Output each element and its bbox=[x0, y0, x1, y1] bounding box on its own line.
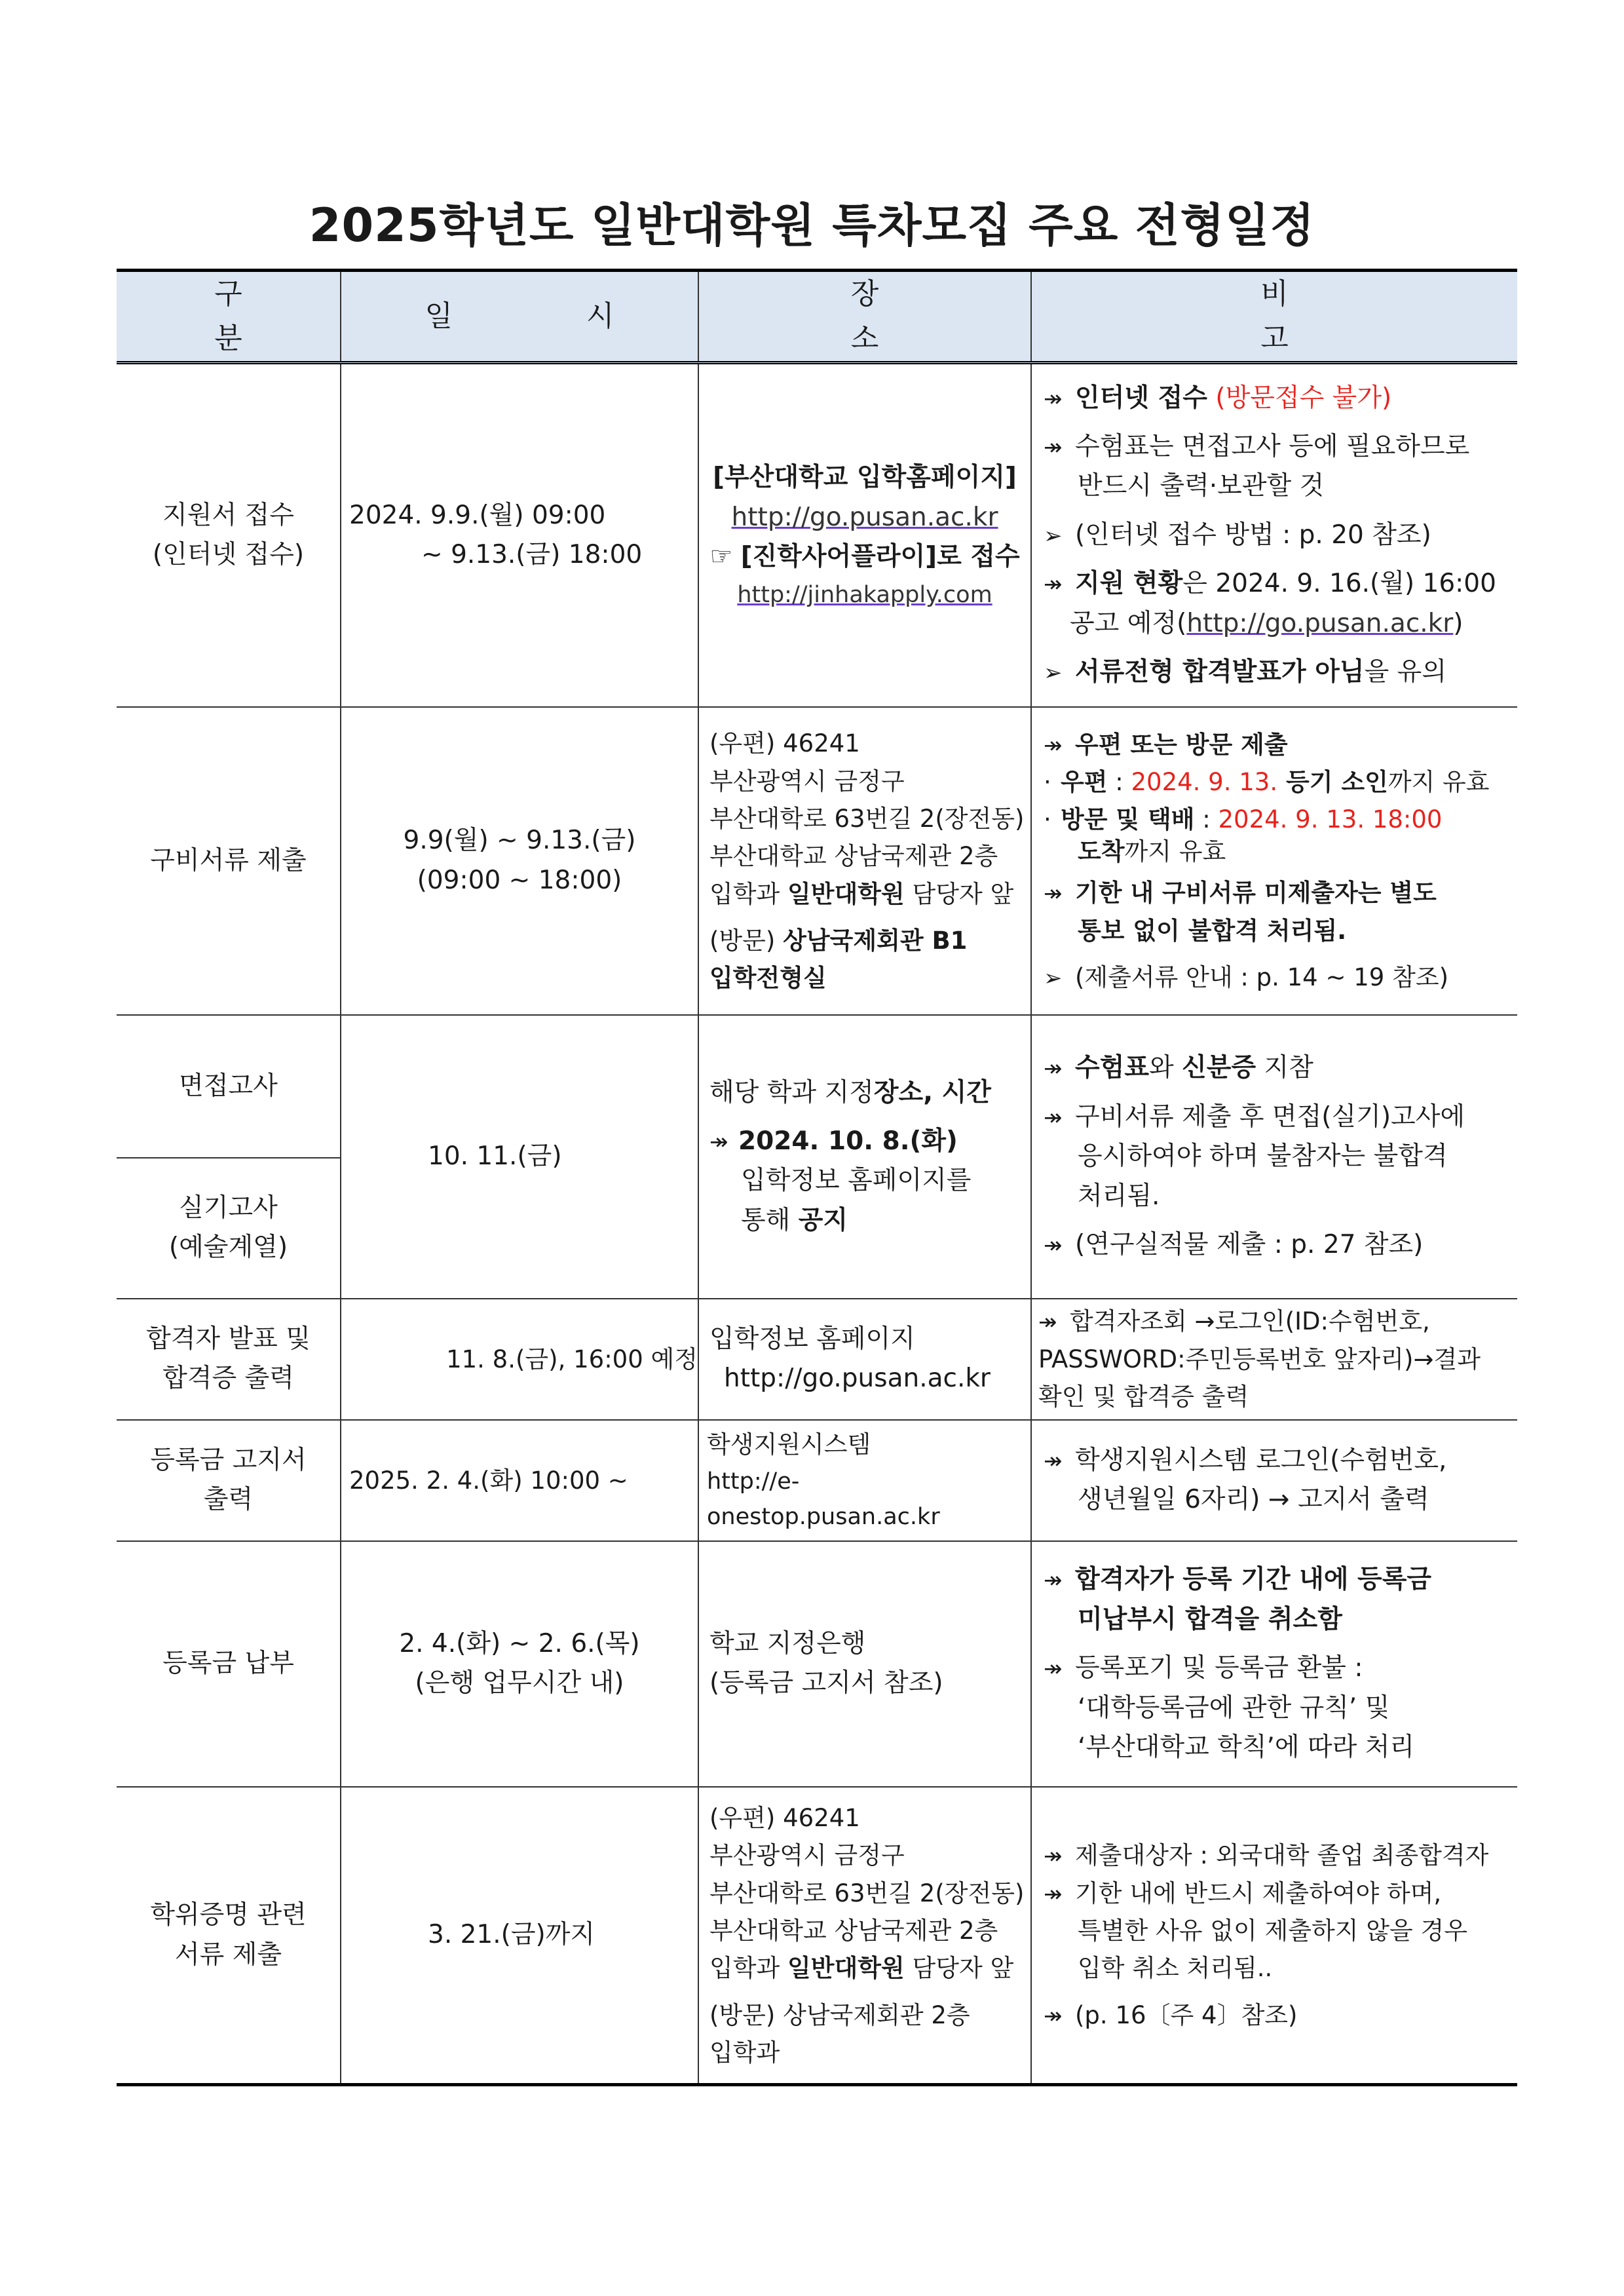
table-row-documents bbox=[117, 707, 1517, 1015]
announcement-link[interactable]: http://go.pusan.ac.kr bbox=[1186, 608, 1454, 638]
onestop-link[interactable]: http://e-onestop.pusan.ac.kr bbox=[707, 1468, 940, 1531]
arrowhead-icon: ➢ bbox=[1044, 522, 1063, 549]
remarks-cell: ↠ 학생지원시스템 로그인(수험번호, 생년월일 6자리) → 고지서 출력 bbox=[1031, 1420, 1517, 1541]
remarks-cell: ↠ 우편 또는 방문 제출 · 우편 : 2024. 9. 13. 등기 소인까지 유효 · 방문 및 택배 : 2024. 9. 13. 18:00 도착까지 유효 ↠ 기한 내 구비서류 미제출자는 별도 통보 없이 불합격 처리됨. ➢ (제출서류 안내 : p. 14 ~ 19 참조) bbox=[1031, 707, 1517, 1015]
table-row-invoice bbox=[117, 1420, 1517, 1541]
remarks-cell: ↠ 합격자가 등록 기간 내에 등록금 미납부시 합격을 취소함 ↠ 등록포기 및 등록금 환불 : ‘대학등록금에 관한 규칙’ 및 ‘부산대학교 학칙’에 따라 처리 bbox=[1031, 1541, 1517, 1787]
schedule-table bbox=[117, 269, 1517, 2086]
arrow-bullet-icon: ↠ bbox=[1044, 434, 1063, 461]
table-row-degree bbox=[117, 1787, 1517, 2085]
category-cell: 학위증명 관련 서류 제출 bbox=[117, 1787, 341, 2085]
arrow-bullet-icon: ↠ bbox=[709, 1128, 728, 1155]
header-category: 구 분 bbox=[117, 271, 341, 363]
category-cell: 등록금 납부 bbox=[117, 1541, 341, 1787]
table-row-application bbox=[117, 363, 1517, 707]
middle-dot-icon: · bbox=[1044, 767, 1051, 796]
remarks-cell: ↠ 제출대상자 : 외국대학 졸업 최종합격자 ↠ 기한 내에 반드시 제출하여야 하며, 특별한 사유 없이 제출하지 않을 경우 입학 취소 처리됨.. ↠ (p. 16〔주 4〕참조) bbox=[1031, 1787, 1517, 2085]
header-remarks: 비 고 bbox=[1031, 271, 1517, 363]
arrow-bullet-icon: ↠ bbox=[1044, 1567, 1063, 1594]
datetime-cell: 11. 8.(금), 16:00 예정 bbox=[341, 1299, 698, 1420]
datetime-cell: 2025. 2. 4.(화) 10:00 ~ bbox=[341, 1420, 698, 1541]
arrow-bullet-icon: ↠ bbox=[1044, 1104, 1063, 1131]
place-cell: 해당 학과 지정장소, 시간 ↠ 2024. 10. 8.(화) 입학정보 홈페이지를 통해 공지 bbox=[698, 1015, 1031, 1299]
arrow-bullet-icon: ↠ bbox=[1044, 1843, 1063, 1870]
header-datetime: 일 시 bbox=[341, 271, 698, 363]
datetime-cell: 2024. 9.9.(월) 09:00 ~ 9.13.(금) 18:00 bbox=[341, 363, 698, 707]
category-cell: 실기고사 (예술계열) bbox=[117, 1158, 341, 1299]
page-title: 2025학년도 일반대학원 특차모집 주요 전형일정 bbox=[309, 199, 1315, 252]
table-row-interview bbox=[117, 1015, 1517, 1158]
homepage-link[interactable]: http://go.pusan.ac.kr bbox=[724, 1364, 991, 1394]
arrowhead-icon: ➢ bbox=[1044, 965, 1063, 991]
place-cell: 학생지원시스템 http://e-onestop.pusan.ac.kr bbox=[698, 1420, 1031, 1541]
category-cell: 면접고사 bbox=[117, 1015, 341, 1158]
place-cell: (우편) 46241 부산광역시 금정구 부산대학로 63번길 2(장전동) 부산대학교 상남국제관 2층 입학과 일반대학원 담당자 앞 (방문) 상남국제회관 2층 입학과 bbox=[698, 1787, 1031, 2085]
header-place: 장 소 bbox=[698, 271, 1031, 363]
arrow-bullet-icon: ↠ bbox=[1044, 571, 1063, 598]
place-cell: [부산대학교 입학홈페이지] http://go.pusan.ac.kr ☞ [진학사어플라이]로 접수 http://jinhakapply.com bbox=[698, 363, 1031, 707]
table-row-payment bbox=[117, 1541, 1517, 1787]
pointing-hand-icon: ☞ bbox=[709, 542, 733, 572]
place-cell: (우편) 46241 부산광역시 금정구 부산대학로 63번길 2(장전동) 부산대학교 상남국제관 2층 입학과 일반대학원 담당자 앞 (방문) 상남국제회관 B1 입학전형실 bbox=[698, 707, 1031, 1015]
jinhakapply-link[interactable]: http://jinhakapply.com bbox=[737, 581, 992, 608]
table-row-announcement bbox=[117, 1299, 1517, 1420]
arrow-bullet-icon: ↠ bbox=[1044, 1233, 1063, 1259]
category-cell: 지원서 접수 (인터넷 접수) bbox=[117, 363, 341, 707]
arrow-bullet-icon: ↠ bbox=[1044, 1056, 1063, 1082]
category-cell: 구비서류 제출 bbox=[117, 707, 341, 1015]
arrow-bullet-icon: ↠ bbox=[1038, 1309, 1057, 1336]
arrow-bullet-icon: ↠ bbox=[1044, 881, 1063, 908]
datetime-cell: 2. 4.(화) ~ 2. 6.(목) (은행 업무시간 내) bbox=[341, 1541, 698, 1787]
datetime-cell: 3. 21.(금)까지 bbox=[341, 1787, 698, 2085]
place-cell: 학교 지정은행 (등록금 고지서 참조) bbox=[698, 1541, 1031, 1787]
datetime-cell: 9.9(월) ~ 9.13.(금) (09:00 ~ 18:00) bbox=[341, 707, 698, 1015]
arrow-bullet-icon: ↠ bbox=[1044, 385, 1063, 412]
remarks-cell: ↠ 합격자조회 →로그인(ID:수험번호, PASSWORD:주민등록번호 앞자리)→결과 확인 및 합격증 출력 bbox=[1031, 1299, 1517, 1420]
homepage-link[interactable]: http://go.pusan.ac.kr bbox=[731, 502, 998, 532]
middle-dot-icon: · bbox=[1044, 805, 1051, 834]
category-cell: 등록금 고지서 출력 bbox=[117, 1420, 341, 1541]
place-cell: 입학정보 홈페이지 http://go.pusan.ac.kr bbox=[698, 1299, 1031, 1420]
arrow-bullet-icon: ↠ bbox=[1044, 1447, 1063, 1474]
category-cell: 합격자 발표 및 합격증 출력 bbox=[117, 1299, 341, 1420]
datetime-cell: 10. 11.(금) bbox=[341, 1015, 698, 1299]
arrow-bullet-icon: ↠ bbox=[1044, 1881, 1063, 1907]
arrow-bullet-icon: ↠ bbox=[1044, 732, 1063, 759]
arrow-bullet-icon: ↠ bbox=[1044, 2002, 1063, 2029]
arrow-bullet-icon: ↠ bbox=[1044, 1656, 1063, 1683]
remarks-cell: ↠ 수험표와 신분증 지참 ↠ 구비서류 제출 후 면접(실기)고사에 응시하여야 하며 불참자는 불합격 처리됨. ↠ (연구실적물 제출 : p. 27 참조) bbox=[1031, 1015, 1517, 1299]
remarks-cell: ↠ 인터넷 접수 (방문접수 불가) ↠ 수험표는 면접고사 등에 필요하므로 반드시 출력·보관할 것 ➢ (인터넷 접수 방법 : p. 20 참조) ↠ 지원 현황은 2024. 9. 16.(월) 16:00 공고 예정(http://go.pusan.ac.kr) ➢ 서류전형 합격발표가 아님을 유의 bbox=[1031, 363, 1517, 707]
arrowhead-icon: ➢ bbox=[1044, 660, 1063, 687]
table-header-row bbox=[117, 271, 1517, 363]
